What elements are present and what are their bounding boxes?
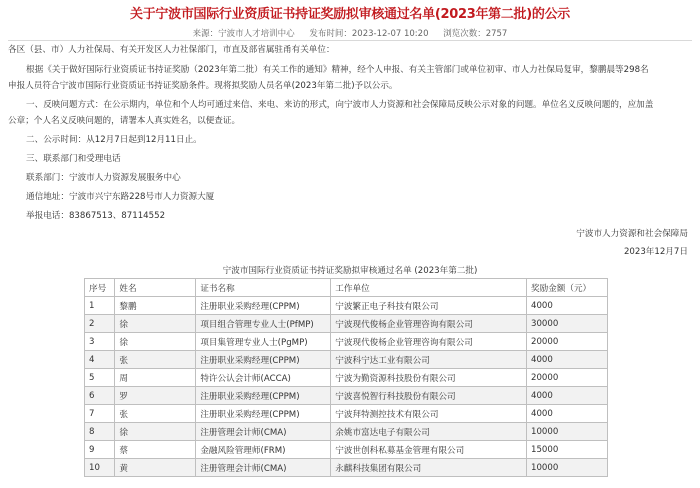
article-title: 关于宁波市国际行业资质证书持证奖励拟审核通过名单(2023年第二批)的公示 [130,7,570,22]
cell-amount: 4000 [526,405,607,423]
table-row [85,369,608,387]
article-views: 浏览次数：2757 [443,29,508,39]
cell-certificate: 特许公认会计师(ACCA) [196,369,331,387]
article-meta [0,27,700,39]
cell-employer: 宁波拜特测控技术有限公司 [331,405,527,423]
cell-amount: 20000 [526,369,607,387]
header-amount: 奖励金额（元） [526,279,607,297]
cell-name: 周 [115,369,196,387]
header-index: 序号 [85,279,115,297]
cell-name: 黎鹏 [115,297,196,315]
cell-employer: 宁波现代俊杨企业管理咨询有限公司 [331,333,527,351]
cell-index: 10 [85,459,115,477]
table-row [85,351,608,369]
section-3: 三、联系部门和受理电话 [26,154,121,164]
cell-employer: 宁波科宁达工业有限公司 [331,351,527,369]
cell-employer: 宁波为勤资源科技股份有限公司 [331,369,527,387]
cell-certificate: 项目集管理专业人士(PgMP) [196,333,331,351]
cell-index: 3 [85,333,115,351]
header-employer: 工作单位 [331,279,527,297]
cell-amount: 30000 [526,315,607,333]
cell-index: 2 [85,315,115,333]
section-1-line-2: 公章；个人名义反映问题的，请署本人真实姓名，以便查证。 [8,116,241,126]
cell-index: 9 [85,441,115,459]
cell-certificate: 注册管理会计师(CMA) [196,423,331,441]
cell-employer: 宁波现代俊杨企业管理咨询有限公司 [331,315,527,333]
cell-name: 徐 [115,315,196,333]
cell-name: 蔡 [115,441,196,459]
cell-name: 张 [115,405,196,423]
table-row [85,459,608,477]
cell-amount: 4000 [526,351,607,369]
cell-certificate: 注册职业采购经理(CPPM) [196,387,331,405]
cell-name: 罗 [115,387,196,405]
signature-org: 宁波市人力资源和社会保障局 [576,229,688,239]
cell-employer: 宁波繁正电子科技有限公司 [331,297,527,315]
paragraph-1-line-2: 申报人员符合宁波市国际行业资质证书持证奖励条件。现将拟奖励人员名单(2023年第二批)予以公示。 [8,81,398,91]
cell-certificate: 注册职业采购经理(CPPM) [196,405,331,423]
table-row [85,405,608,423]
header-name: 姓名 [115,279,196,297]
article-date: 发布时间：2023-12-07 10:20 [309,29,429,39]
paragraph-1-line-1: 根据《关于做好国际行业资质证书持证奖励（2023年第二批）有关工作的通知》精神，经个人申报、有关主管部门或单位初审、市人力社保局复审，黎鹏晨等298名 [26,65,649,75]
award-table [84,278,608,477]
cell-amount: 10000 [526,459,607,477]
cell-index: 8 [85,423,115,441]
cell-amount: 15000 [526,441,607,459]
table-caption: 宁波市国际行业资质证书持证奖励拟审核通过名单 (2023年第二批) [222,266,478,276]
table-row [85,333,608,351]
cell-certificate: 注册职业采购经理(CPPM) [196,351,331,369]
contact-phone: 举报电话：83867513、87114552 [26,211,166,221]
cell-index: 1 [85,297,115,315]
cell-certificate: 金融风险管理师(FRM) [196,441,331,459]
contact-department: 联系部门：宁波市人力资源发展服务中心 [26,173,181,183]
section-2: 二、公示时间：从12月7日起到12月11日止。 [26,135,202,145]
cell-name: 徐 [115,333,196,351]
cell-certificate: 注册管理会计师(CMA) [196,459,331,477]
cell-index: 5 [85,369,115,387]
cell-name: 徐 [115,423,196,441]
cell-index: 6 [85,387,115,405]
table-header-row [85,279,608,297]
cell-index: 7 [85,405,115,423]
article-source: 来源：宁波市人才培训中心 [192,29,295,39]
cell-employer: 宁波世创科私募基金管理有限公司 [331,441,527,459]
cell-name: 黄 [115,459,196,477]
table-row [85,387,608,405]
table-row [85,441,608,459]
cell-amount: 4000 [526,387,607,405]
cell-amount: 20000 [526,333,607,351]
table-row [85,315,608,333]
cell-index: 4 [85,351,115,369]
table-row [85,297,608,315]
signature-date: 2023年12月7日 [623,247,688,257]
cell-amount: 10000 [526,423,607,441]
cell-employer: 余姚市富达电子有限公司 [331,423,527,441]
cell-employer: 宁波喜悦智行科技股份有限公司 [331,387,527,405]
contact-address: 通信地址：宁波市兴宁东路228号市人力资源大厦 [26,192,215,202]
header-certificate: 证书名称 [196,279,331,297]
cell-name: 张 [115,351,196,369]
table-row [85,423,608,441]
divider [8,40,692,41]
cell-certificate: 注册职业采购经理(CPPM) [196,297,331,315]
salutation: 各区（县、市）人力社保局、有关开发区人力社保部门，市直及部省属驻甬有关单位： [8,45,335,55]
cell-certificate: 项目组合管理专业人士(PfMP) [196,315,331,333]
cell-amount: 4000 [526,297,607,315]
cell-employer: 永麒科技集团有限公司 [331,459,527,477]
section-1-line-1: 一、反映问题方式：在公示期内，单位和个人均可通过来信、来电、来访的形式，向宁波市人力资源和社会保障局反映公示对象的问题。单位名义反映问题的，应加盖 [26,100,654,110]
